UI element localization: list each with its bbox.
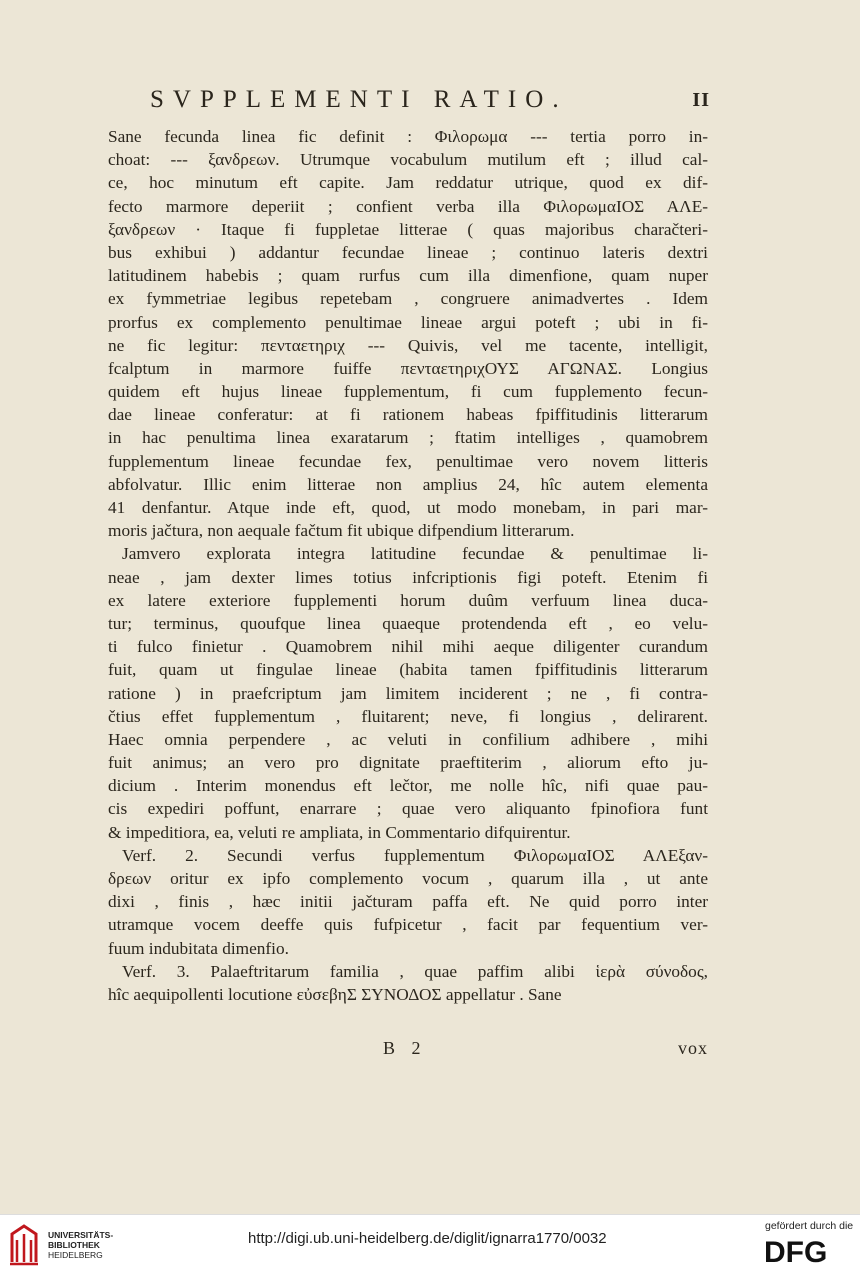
text-line: choat: --- ξανδρεων. Utrumque vocabulum mutilum eft ; illud cal-	[108, 150, 708, 170]
text-line: ex latere exteriore fupplementi horum duûm verfuum linea duca-	[108, 590, 708, 610]
text-line: ξανδρεων · Itaque fi fuppletae litterae ( quas majoribus charačteri-	[108, 219, 708, 239]
text-line: dae lineae conferatur: at fi rationem habeas fpiffitudinis litterarum	[108, 405, 708, 425]
text-line: ratione ) in praefcriptum jam limitem inciderent ; ne , fi contra-	[108, 683, 708, 703]
text-line: latitudinem habebis ; quam rurfus cum illa dimenfione, quam nuper	[108, 266, 708, 286]
text-line: bus exhibui ) addantur fecundae lineae ; continuo lateris dextri	[108, 242, 708, 262]
text-body	[108, 125, 708, 1006]
text-line: fecto marmore deperiit ; confient verba illa ΦιλορωμαΙΟΣ ΑΛΕ-	[108, 196, 708, 216]
text-line: fuum indubitata dimenfio.	[108, 938, 289, 958]
text-line: Haec omnia perpendere , ac veluti in confilium adhibere , mihi	[108, 729, 708, 749]
library-name-line: BIBLIOTHEK	[48, 1240, 100, 1250]
text-line: Jamvero explorata integra latitudine fecundae & penultimae li-	[122, 544, 708, 564]
text-line: 41 denfantur. Atque inde eft, quod, ut modo monebam, in pari mar-	[108, 498, 708, 517]
text-line: tur; terminus, quoufque linea quaeque protendenda eft , eo velu-	[108, 613, 708, 633]
text-line: abfolvatur. Illic enim litterae non amplius 24, hîc autem elementa	[108, 474, 708, 494]
text-line: ce, hoc minutum eft capite. Jam reddatur utrique, quod ex dif-	[108, 173, 708, 193]
text-line: fcalptum in marmore fuiffe πενταετηριχΟΥΣ ΑΓΩΝΑΣ. Longius	[108, 358, 708, 378]
funding-caption: gefördert durch die	[765, 1220, 854, 1232]
text-line: prorfus ex complemento penultimae lineae argui poteft ; ubi in fi-	[108, 312, 708, 332]
text-line: & impeditiora, ea, veluti re ampliata, in Commentario difquirentur.	[108, 822, 571, 842]
text-line: hîc aequipollenti locutione εὐσεβηΣ ΣΥΝΟΔΟΣ appellatur . Sane	[108, 984, 562, 1004]
text-line: neae , jam dexter limes totius infcriptionis figi poteft. Etenim fi	[108, 567, 708, 587]
text-line: fuit, quam ut fingulae lineae (habita tamen fpiffitudinis litterarum	[108, 660, 708, 680]
text-line: Sane fecunda linea fic definit : Φιλορωμα --- tertia porro in-	[108, 127, 708, 146]
text-line: cis expediri poffunt, enarrare ; quae vero aliquanto fpinofiora funt	[108, 799, 708, 819]
text-line: Verf. 2. Secundi verfus fupplementum ΦιλορωμαΙΟΣ ΑΛΕξαν-	[122, 845, 708, 865]
page-footer	[108, 1038, 708, 1062]
running-title: SVPPLEMENTI RATIO.	[150, 86, 568, 113]
text-line: ti fulco finietur . Quamobrem nihil mihi aeque diligenter curandum	[108, 637, 708, 657]
library-name-line: HEIDELBERG	[48, 1250, 103, 1260]
page-number: II	[692, 89, 710, 111]
text-line: utramque vocem deeffe quis fufpicetur , facit par fequentium ver-	[108, 915, 708, 935]
text-line: ex fymmetriae legibus repetebam , congruere animadvertes . Idem	[108, 289, 708, 309]
permalink-url[interactable]: http://digi.ub.uni-heidelberg.de/diglit/ignarra1770/0032	[248, 1230, 607, 1247]
text-line: fupplementum lineae fecundae fex, penultimae vero novem litteris	[108, 451, 708, 471]
text-line: dixi , finis , hæc initii jačturam paffa eft. Ne quid porro inter	[108, 892, 708, 912]
library-name-line: UNIVERSITÄTS-	[48, 1230, 114, 1240]
text-line: fuit animus; an vero pro dignitate praeftiterim , aliorum efto ju-	[108, 753, 708, 773]
running-header	[150, 86, 710, 120]
library-name	[48, 1230, 113, 1260]
text-line: čtius effet fupplementum , fluitarent; neve, fi longius , delirarent.	[108, 706, 708, 726]
dfg-logo[interactable]: DFG	[764, 1236, 828, 1269]
text-line: δρεων oritur ex ipfo complemento vocum , quarum illa , ut ante	[108, 869, 708, 888]
text-line: quidem eft hujus lineae fupplementum, fi cum fupplemento fecun-	[108, 382, 708, 402]
text-line: dicium . Interim monendus eft lečtor, me nolle hîc, nifi quae pau-	[108, 776, 708, 796]
text-line: in hac penultima linea exaratarum ; ftatim intelliges , quamobrem	[108, 428, 708, 448]
heidelberg-library-icon	[8, 1222, 40, 1266]
text-line: moris jačtura, non aequale fačtum fit ubique difpendium litterarum.	[108, 521, 575, 541]
text-line: ne fic legitur: πενταετηριχ --- Quivis, vel me tacente, intelligit,	[108, 335, 708, 355]
signature-mark: B 2	[383, 1038, 427, 1058]
text-line: Verf. 3. Palaeftritarum familia , quae paffim alibi ἱερὰ σύνοδος,	[122, 961, 708, 981]
catchword: vox	[678, 1038, 708, 1058]
library-logo[interactable]	[8, 1220, 118, 1270]
